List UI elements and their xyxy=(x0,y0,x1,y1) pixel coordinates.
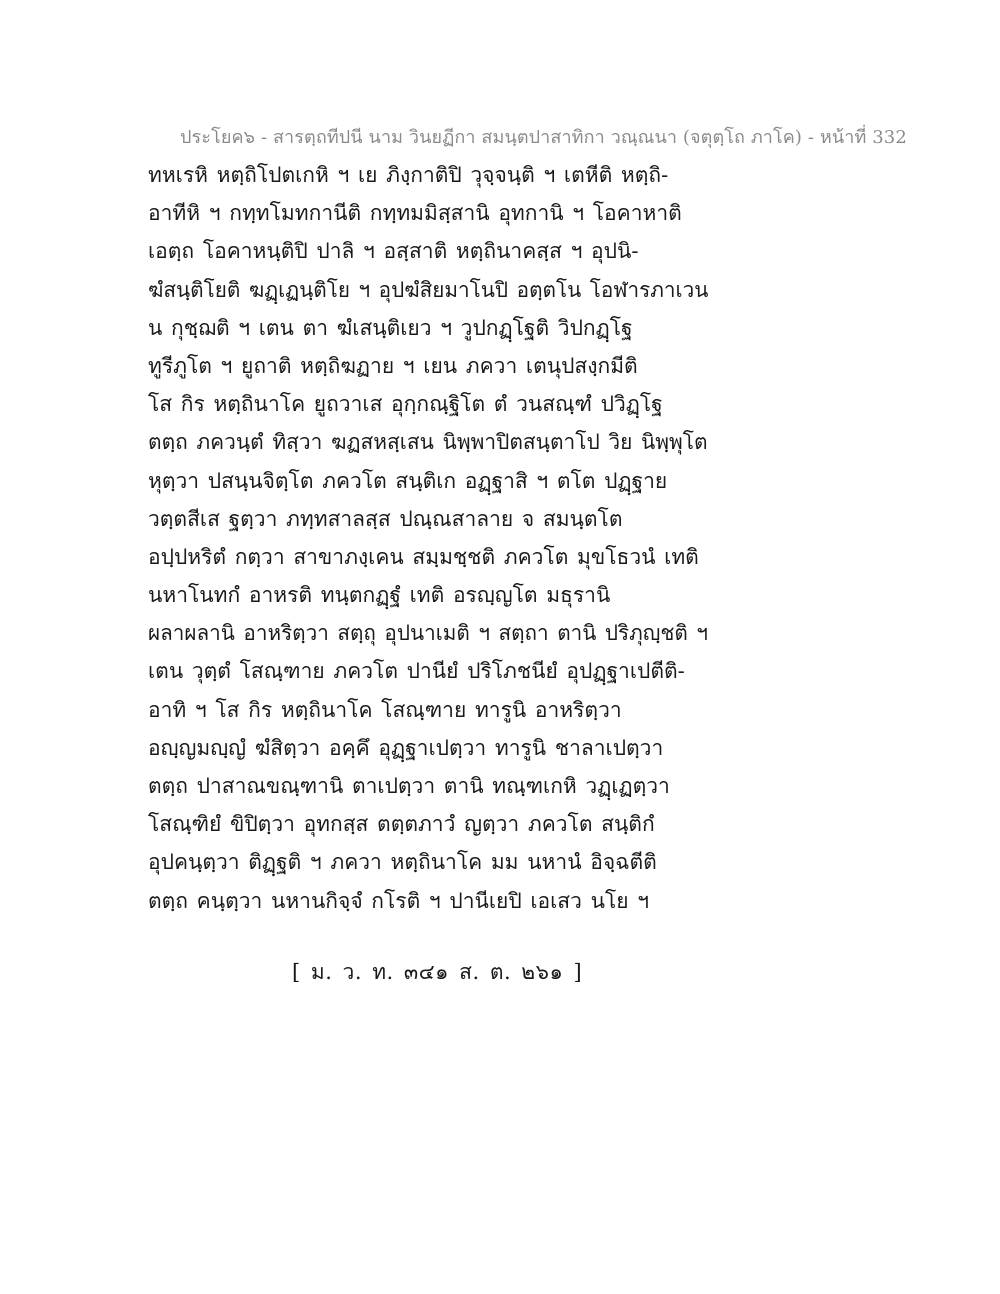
text-line: น กุชฺฌติ ฯ เตน ตา ฆํเสนฺติเยว ฯ วูปกฏฺโฐติ วิปกฏฺโฐ xyxy=(148,315,633,340)
text-line: หุตฺวา ปสนฺนจิตฺโต ภควโต สนฺติเก อฏฺฐาสิ ฯ ตโต ปฏฺฐาย xyxy=(148,468,668,493)
source-reference: [ ม. ว. ท. ๓๔๑ ส. ต. ๒๖๑ ] xyxy=(292,960,583,984)
text-line: วตฺตสีเส ฐตฺวา ภทฺทสาลสฺส ปณฺณสาลาย จ สมนฺตโต xyxy=(148,506,623,531)
text-line: อปฺปหริตํ กตฺวา สาขาภงฺเคน สมฺมชฺชติ ภควโต มุขโธวนํ เทติ xyxy=(148,544,699,569)
text-line: โส กิร หตฺถินาโค ยูถวาเส อุกฺกณฺฐิโต ตํ วนสณฺฑํ ปวิฏฺโฐ xyxy=(148,392,663,417)
text-line: อุปคนฺตฺวา ติฏฺฐติ ฯ ภควา หตฺถินาโค มม นหานํ อิจฺฉตีติ xyxy=(148,850,657,875)
text-line: ตตฺถ ปาสาณขณฺฑานิ ตาเปตฺวา ตานิ ทณฺฑเกหิ วฏฺเฏตฺวา xyxy=(148,774,670,798)
text-line: ทูรีภูโต ฯ ยูถาติ หตฺถิฆฏาย ฯ เยน ภควา เตนุปสงฺกมีติ xyxy=(148,353,638,378)
text-line: อาทิ ฯ โส กิร หตฺถินาโค โสณฺฑาย ทารูนิ อาหริตฺวา xyxy=(148,697,622,722)
body-text xyxy=(148,156,708,920)
text-line: โสณฺฑิยํ ขิปิตฺวา อุทกสฺส ตตฺตภาวํ ญตฺวา ภควโต สนฺติกํ xyxy=(148,812,655,837)
text-line: เตน วุตฺตํ โสณฺฑาย ภควโต ปานียํ ปริโภชนียํ อุปฏฺฐาเปตีติ- xyxy=(148,659,685,684)
text-line: ตตฺถ ภควนฺตํ ทิสฺวา ฆฏสหสฺเสน นิพฺพาปิตสนฺตาโป วิย นิพฺพุโต xyxy=(148,430,708,455)
text-line: ผลาผลานิ อาหริตฺวา สตฺถุ อุปนาเมติ ฯ สตฺถา ตานิ ปริภุญฺชติ ฯ xyxy=(148,621,708,646)
text-line: ตตฺถ คนฺตฺวา นหานกิจฺจํ กโรติ ฯ ปานีเยปิ เอเสว นโย ฯ xyxy=(148,888,649,913)
text-line: เอตฺถ โอคาหนฺติปิ ปาลิ ฯ อสฺสาติ หตฺถินาคสฺส ฯ อุปนิ- xyxy=(148,239,639,264)
text-line: นหาโนทกํ อาหรติ ทนฺตกฏฺฐํ เทติ อรญฺญโต มธุรานิ xyxy=(148,583,611,608)
text-line: อาทีหิ ฯ กทฺทโมทกานีติ กทฺทมมิสฺสานิ อุทกานิ ฯ โอคาหาติ xyxy=(148,201,682,226)
text-line: ทหเรหิ หตฺถิโปตเกหิ ฯ เย ภิงฺกาติปิ วุจฺจนฺติ ฯ เตหีติ หตฺถิ- xyxy=(148,163,669,187)
text-line: อญฺญมญฺญํ ฆํสิตฺวา อคฺคึ อุฏฺฐาเปตฺวา ทารูนิ ชาลาเปตฺวา xyxy=(148,735,664,760)
page-header: ประโยค๖ - สารตฺถทีปนี นาม วินยฏีกา สมนฺตปาสาทิกา วณฺณนา (จตุตฺโถ ภาโค) - หน้าที่ 332 xyxy=(180,127,907,148)
text-line: ฆํสนฺติโยติ ฆฏฺเฏนฺติโย ฯ อุปฆํสิยมาโนปิ อตฺตโน โอฬารภาเวน xyxy=(148,277,709,302)
